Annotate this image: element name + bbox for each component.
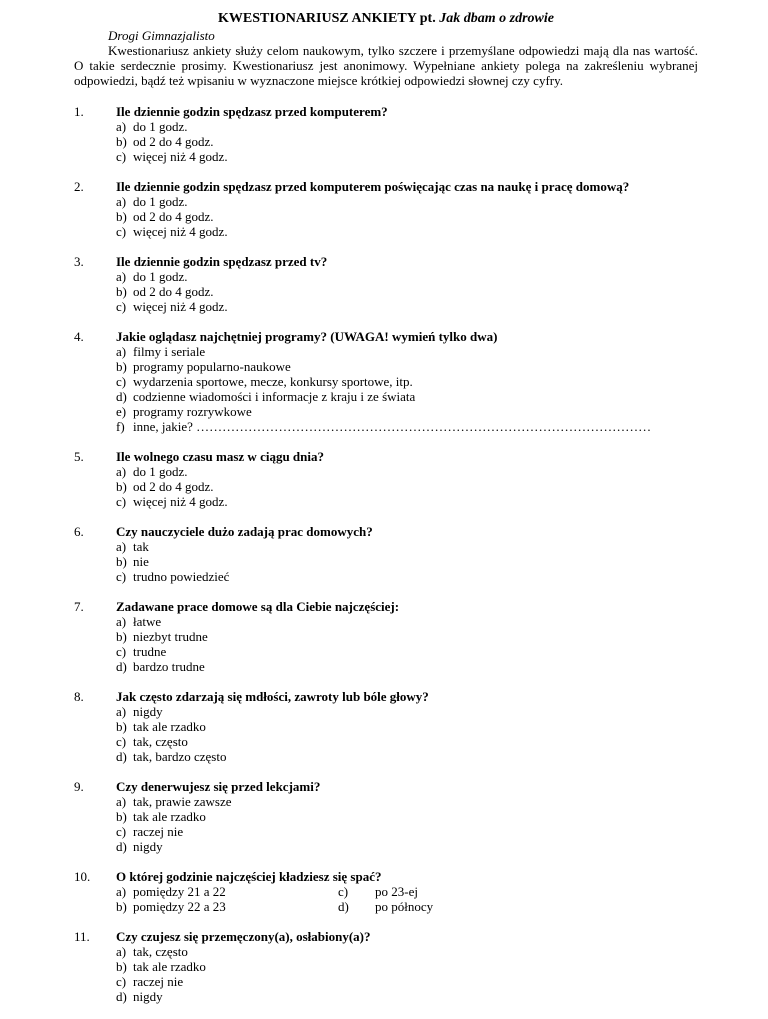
intro-paragraph: Kwestionariusz ankiety służy celom naukowym, tylko szczere i przemyślane odpowiedzi mają dla nas wartość. O takie serdecznie prosimy. Kwestionariusz jest anonimowy. Wypełniane ankiety polega na zakreśleniu wybranej odpowiedzi, bądź też wpisaniu w wyznaczone miejsce krótkiej odpowiedzi słownej czy cyfry. xyxy=(74,43,698,88)
option[interactable] xyxy=(116,224,698,239)
question-2 xyxy=(74,179,698,239)
option-text: od 2 do 4 godz. xyxy=(133,479,214,494)
option-text: trudno powiedzieć xyxy=(133,569,230,584)
option-text: tak, bardzo często xyxy=(133,749,227,764)
option-text: do 1 godz. xyxy=(133,194,188,209)
option-letter: a) xyxy=(116,464,127,479)
option-text: tak ale rzadko xyxy=(133,959,206,974)
option[interactable] xyxy=(116,704,698,719)
option-text: programy rozrywkowe xyxy=(133,404,252,419)
option-text: więcej niż 4 godz. xyxy=(133,299,228,314)
option-text: bardzo trudne xyxy=(133,659,205,674)
question-text: Czy czujesz się przemęczony(a), osłabiony(a)? xyxy=(116,929,371,944)
option-letter: c) xyxy=(116,974,127,989)
option-text: tak xyxy=(133,539,149,554)
question-4 xyxy=(74,329,698,434)
option[interactable] xyxy=(116,389,698,404)
option[interactable] xyxy=(116,659,698,674)
option[interactable] xyxy=(116,344,698,359)
option-text: nigdy xyxy=(133,704,163,719)
option-letter: b) xyxy=(116,629,127,644)
option-letter: c) xyxy=(116,299,127,314)
option-text: codzienne wiadomości i informacje z kraju i ze świata xyxy=(133,389,416,404)
option-text: do 1 godz. xyxy=(133,269,188,284)
option-letter: a) xyxy=(116,704,127,719)
option-text: tak, często xyxy=(133,734,188,749)
option[interactable] xyxy=(116,374,698,389)
question-number: 10. xyxy=(74,869,91,884)
option-letter: a) xyxy=(116,194,127,209)
page-title xyxy=(74,10,698,27)
option-letter: c) xyxy=(116,149,127,164)
option[interactable] xyxy=(116,299,698,314)
question-number: 2. xyxy=(74,179,84,194)
greeting: Drogi Gimnazjalisto xyxy=(108,28,215,43)
option-letter: d) xyxy=(116,839,127,854)
option-letter: a) xyxy=(116,269,127,284)
option-letter: c) xyxy=(116,824,127,839)
option-letter: b) xyxy=(116,479,127,494)
question-number: 7. xyxy=(74,599,84,614)
option-letter: c) xyxy=(116,374,127,389)
option-letter: f) xyxy=(116,419,125,434)
option-text: raczej nie xyxy=(133,974,184,989)
option-text: nie xyxy=(133,554,149,569)
option-letter: c) xyxy=(116,644,127,659)
option-text: tak, prawie zawsze xyxy=(133,794,232,809)
option-letter: a) xyxy=(116,884,127,899)
question-text: Jak często zdarzają się mdłości, zawroty lub bóle głowy? xyxy=(116,689,429,704)
question-number: 5. xyxy=(74,449,84,464)
questionnaire-page xyxy=(74,10,698,1019)
question-number: 8. xyxy=(74,689,84,704)
option[interactable] xyxy=(116,809,698,824)
option-letter[interactable]: c) xyxy=(338,884,349,899)
option[interactable] xyxy=(116,119,698,134)
option[interactable] xyxy=(116,794,698,809)
option[interactable] xyxy=(116,944,698,959)
option-text: pomiędzy 21 a 22 xyxy=(133,884,226,899)
option-letter: b) xyxy=(116,809,127,824)
question-8 xyxy=(74,689,698,764)
question-1 xyxy=(74,104,698,164)
question-3 xyxy=(74,254,698,314)
option[interactable] xyxy=(116,464,698,479)
question-number: 1. xyxy=(74,104,84,119)
question-10 xyxy=(74,869,698,914)
option[interactable] xyxy=(116,539,698,554)
option[interactable] xyxy=(116,989,698,1004)
option[interactable] xyxy=(116,824,698,839)
option-text: programy popularno-naukowe xyxy=(133,359,291,374)
question-number: 9. xyxy=(74,779,84,794)
option-letter: b) xyxy=(116,209,127,224)
option[interactable] xyxy=(116,494,698,509)
question-text: Ile dziennie godzin spędzasz przed tv? xyxy=(116,254,328,269)
option-text: pomiędzy 22 a 23 xyxy=(133,899,226,914)
option-letter: a) xyxy=(116,944,127,959)
option[interactable] xyxy=(116,749,698,764)
option-text: więcej niż 4 godz. xyxy=(133,494,228,509)
option[interactable] xyxy=(116,959,698,974)
option[interactable] xyxy=(116,569,698,584)
option-text: nigdy xyxy=(133,839,163,854)
option-letter: c) xyxy=(116,494,127,509)
option-letter: d) xyxy=(116,389,127,404)
option-letter: b) xyxy=(116,959,127,974)
option-letter: a) xyxy=(116,119,127,134)
option[interactable] xyxy=(116,554,698,569)
option[interactable] xyxy=(116,884,338,899)
option[interactable] xyxy=(116,614,698,629)
option[interactable] xyxy=(116,719,698,734)
option-text: nigdy xyxy=(133,989,163,1004)
option-letter: d) xyxy=(116,659,127,674)
question-text: Ile wolnego czasu masz w ciągu dnia? xyxy=(116,449,324,464)
option[interactable] xyxy=(116,134,698,149)
option-text: do 1 godz. xyxy=(133,119,188,134)
option[interactable] xyxy=(116,269,698,284)
option[interactable] xyxy=(116,194,698,209)
option-text: łatwe xyxy=(133,614,162,629)
option[interactable] xyxy=(116,479,698,494)
option-text: filmy i seriale xyxy=(133,344,206,359)
option-letter: b) xyxy=(116,134,127,149)
option-text: tak ale rzadko xyxy=(133,719,206,734)
option-text: od 2 do 4 godz. xyxy=(133,209,214,224)
option-letter: e) xyxy=(116,404,127,419)
option-text: niezbyt trudne xyxy=(133,629,208,644)
option[interactable] xyxy=(116,404,698,419)
question-number: 4. xyxy=(74,329,84,344)
title-subtitle: Jak dbam o zdrowie xyxy=(439,11,554,26)
question-number: 6. xyxy=(74,524,84,539)
option[interactable] xyxy=(116,629,698,644)
option-letter: a) xyxy=(116,794,127,809)
question-text: Czy denerwujesz się przed lekcjami? xyxy=(116,779,321,794)
question-text: Ile dziennie godzin spędzasz przed komputerem? xyxy=(116,104,388,119)
option-text: od 2 do 4 godz. xyxy=(133,134,214,149)
option[interactable] xyxy=(116,899,338,914)
question-number: 11. xyxy=(74,929,90,944)
option[interactable] xyxy=(116,839,698,854)
option-letter: b) xyxy=(116,719,127,734)
option-letter: b) xyxy=(116,359,127,374)
option-text: inne, jakie? …………………………………………………………………………………………… xyxy=(133,419,652,434)
option-text: tak ale rzadko xyxy=(133,809,206,824)
option-text: trudne xyxy=(133,644,167,659)
question-9 xyxy=(74,779,698,854)
option-letter: b) xyxy=(116,554,127,569)
question-5 xyxy=(74,449,698,509)
option-letter: a) xyxy=(116,539,127,554)
option-letter: d) xyxy=(116,749,127,764)
option[interactable] xyxy=(116,149,698,164)
question-number: 3. xyxy=(74,254,84,269)
option-letter: b) xyxy=(116,899,127,914)
question-7 xyxy=(74,599,698,674)
question-6 xyxy=(74,524,698,584)
question-text: Ile dziennie godzin spędzasz przed komputerem poświęcając czas na naukę i pracę domową? xyxy=(116,179,630,194)
option-letter: c) xyxy=(116,734,127,749)
option-letter: d) xyxy=(116,989,127,1004)
option-text: więcej niż 4 godz. xyxy=(133,224,228,239)
option-text: raczej nie xyxy=(133,824,184,839)
option[interactable] xyxy=(116,419,698,434)
option[interactable] xyxy=(116,734,698,749)
option-text: tak, często xyxy=(133,944,188,959)
option-text: po 23-ej xyxy=(375,884,418,899)
option-letter: b) xyxy=(116,284,127,299)
question-text: Czy nauczyciele dużo zadają prac domowych? xyxy=(116,524,373,539)
question-list xyxy=(74,104,698,1004)
option-text: od 2 do 4 godz. xyxy=(133,284,214,299)
title-main: KWESTIONARIUSZ ANKIETY pt. xyxy=(218,11,436,26)
option-letter: a) xyxy=(116,344,127,359)
option[interactable] xyxy=(116,644,698,659)
option-text: więcej niż 4 godz. xyxy=(133,149,228,164)
option[interactable] xyxy=(116,974,698,989)
question-text: Zadawane prace domowe są dla Ciebie najczęściej: xyxy=(116,599,400,614)
option[interactable] xyxy=(116,209,698,224)
option[interactable] xyxy=(116,359,698,374)
option-letter: c) xyxy=(116,224,127,239)
option-text: po północy xyxy=(375,899,434,914)
option-letter[interactable]: d) xyxy=(338,899,349,914)
option-text: wydarzenia sportowe, mecze, konkursy sportowe, itp. xyxy=(133,374,413,389)
question-11 xyxy=(74,929,698,1004)
question-text: Jakie oglądasz najchętniej programy? (UWAGA! wymień tylko dwa) xyxy=(116,329,498,344)
option[interactable] xyxy=(116,284,698,299)
option-letter: c) xyxy=(116,569,127,584)
option-letter: a) xyxy=(116,614,127,629)
question-text: O której godzinie najczęściej kładziesz się spać? xyxy=(116,869,382,884)
option-text: do 1 godz. xyxy=(133,464,188,479)
